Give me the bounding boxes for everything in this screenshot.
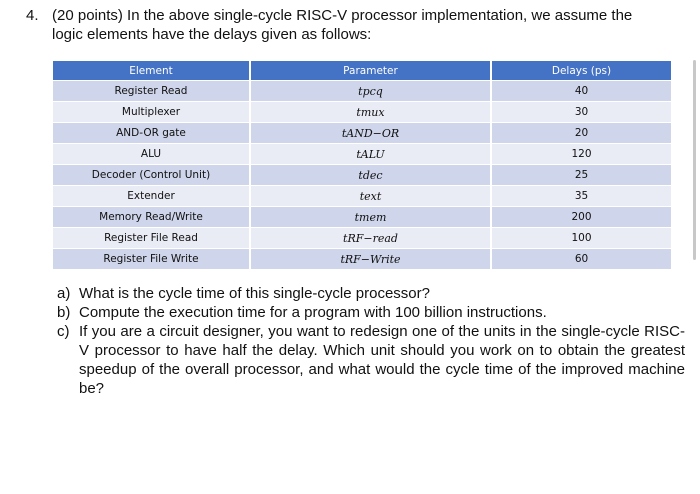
- cell-parameter: tmux: [250, 102, 491, 123]
- cell-delay: 30: [491, 102, 671, 123]
- table-row: [53, 102, 671, 123]
- sub-question-text: If you are a circuit designer, you want to redesign one of the units in the single-cycle RISC-V processor to have half the delay. Which unit should you work on to obtain the greatest speedup of the overall processor, and what would the cycle time of the improved machine be?: [79, 323, 685, 397]
- cell-parameter: tmem: [250, 207, 491, 228]
- sub-questions: [57, 284, 685, 398]
- cell-element: Register File Write: [53, 249, 250, 270]
- cell-delay: 120: [491, 144, 671, 165]
- table-body: [53, 81, 671, 270]
- sub-question-c: [57, 322, 685, 398]
- cell-delay: 60: [491, 249, 671, 270]
- cell-parameter: tpcq: [250, 81, 491, 102]
- cell-element: Multiplexer: [53, 102, 250, 123]
- question-number: 4.: [26, 7, 39, 24]
- cell-parameter: tRF−Write: [250, 249, 491, 270]
- table-row: [53, 123, 671, 144]
- table-row: [53, 81, 671, 102]
- header-parameter: Parameter: [250, 61, 491, 81]
- sub-question-text: Compute the execution time for a program with 100 billion instructions.: [79, 304, 547, 321]
- cell-parameter: tAND−OR: [250, 123, 491, 144]
- cell-element: Extender: [53, 186, 250, 207]
- table-header-row: [53, 61, 671, 81]
- cell-parameter: tdec: [250, 165, 491, 186]
- question-line-2: logic elements have the delays given as follows:: [52, 26, 372, 43]
- cell-parameter: text: [250, 186, 491, 207]
- question-header: [26, 6, 686, 44]
- delay-table: [53, 61, 671, 269]
- table-row: [53, 186, 671, 207]
- cell-element: AND-OR gate: [53, 123, 250, 144]
- scrollbar[interactable]: [693, 60, 696, 260]
- cell-parameter: tALU: [250, 144, 491, 165]
- header-element: Element: [53, 61, 250, 81]
- header-delays: Delays (ps): [491, 61, 671, 81]
- cell-element: Decoder (Control Unit): [53, 165, 250, 186]
- sub-question-a: [57, 284, 685, 303]
- sub-question-text: What is the cycle time of this single-cycle processor?: [79, 285, 430, 302]
- sub-question-b: [57, 303, 685, 322]
- cell-parameter: tRF−read: [250, 228, 491, 249]
- table-row: [53, 249, 671, 270]
- table-row: [53, 165, 671, 186]
- table-row: [53, 144, 671, 165]
- table-row: [53, 207, 671, 228]
- question-line-1: (20 points) In the above single-cycle RISC-V processor implementation, we assume the: [52, 7, 633, 24]
- sub-question-marker: b): [57, 304, 71, 321]
- delay-table-container: [53, 61, 671, 269]
- cell-element: ALU: [53, 144, 250, 165]
- cell-element: Register Read: [53, 81, 250, 102]
- cell-delay: 25: [491, 165, 671, 186]
- sub-question-marker: c): [57, 323, 70, 340]
- cell-element: Memory Read/Write: [53, 207, 250, 228]
- cell-delay: 100: [491, 228, 671, 249]
- cell-delay: 40: [491, 81, 671, 102]
- cell-delay: 200: [491, 207, 671, 228]
- cell-delay: 35: [491, 186, 671, 207]
- sub-question-marker: a): [57, 285, 71, 302]
- table-row: [53, 228, 671, 249]
- cell-delay: 20: [491, 123, 671, 144]
- cell-element: Register File Read: [53, 228, 250, 249]
